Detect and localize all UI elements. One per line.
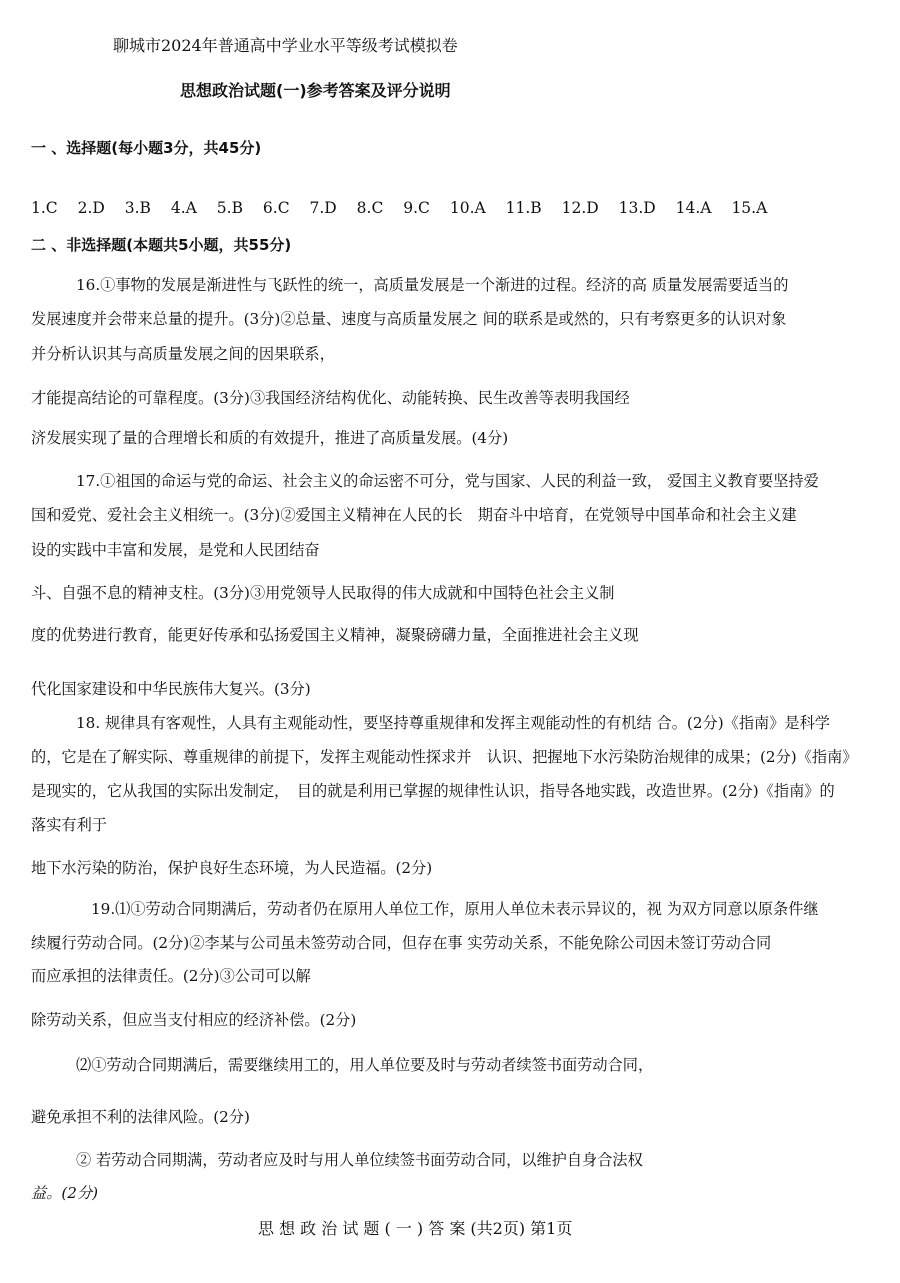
answer-text-line: 19.⑴①劳动合同期满后，劳动者仍在原用人单位工作，原用人单位未表示异议的，视 为双方同意以原条件继 [91, 900, 819, 918]
answer-text-line: 地下水污染的防治，保护良好生态环境，为人民造福。(2分) [31, 859, 433, 877]
answer-item: 13.D [618, 199, 656, 217]
answer-text-line: 度的优势进行教育，能更好传承和弘扬爱国主义精神，凝聚磅礴力量，全面推进社会主义现 [31, 626, 639, 644]
answer-item: 1.C [31, 199, 58, 217]
answer-item: 10.A [449, 199, 486, 217]
answer-item: 11.B [505, 199, 542, 217]
document-subtitle: 思想政治试题(一)参考答案及评分说明 [180, 81, 451, 100]
exam-title: 聊城市2024年普通高中学业水平等级考试模拟卷 [113, 36, 458, 55]
answer-text-line: 斗、自强不息的精神支柱。(3分)③用党领导人民取得的伟大成就和中国特色社会主义制 [31, 584, 615, 602]
answer-text-line: 发展速度并会带来总量的提升。(3分)②总量、速度与高质量发展之 间的联系是或然的，只有考察更多的认识对象 [31, 310, 787, 328]
answer-text-line: 除劳动关系，但应当支付相应的经济补偿。(2分) [31, 1011, 357, 1029]
answer-text-line: 是现实的，它从我国的实际出发制定， 目的就是利用已掌握的规律性认识，指导各地实践，改造世界。(2分)《指南》的 [31, 782, 835, 800]
section1-heading: 一 、选择题(每小题3分，共45分) [31, 139, 262, 157]
answer-text-line: 18. 规律具有客观性，人具有主观能动性，要坚持尊重规律和发挥主观能动性的有机结 合。(2分)《指南》是科学 [76, 714, 830, 732]
answer-text-line: 代化国家建设和中华民族伟大复兴。(3分) [31, 680, 311, 698]
answer-item: 3.B [124, 199, 151, 217]
answer-text-line: ⑵①劳动合同期满后，需要继续用工的，用人单位要及时与劳动者续签书面劳动合同， [76, 1056, 654, 1074]
answer-text-line: 避免承担不利的法律风险。(2分) [31, 1108, 250, 1126]
answer-text-line: 17.①祖国的命运与党的命运、社会主义的命运密不可分，党与国家、人民的利益一致， 爱国主义教育要坚持爱 [76, 472, 819, 490]
page-footer: 思 想 政 治 试 题 ( 一 ) 答 案 (共2页) 第1页 [258, 1219, 573, 1238]
answer-item: 7.D [309, 199, 337, 217]
answer-text-line: 国和爱党、爱社会主义相统一。(3分)②爱国主义精神在人民的长 期奋斗中培育，在党领导中国革命和社会主义建 [31, 506, 797, 524]
answer-item: 5.B [216, 199, 243, 217]
answer-item: 14.A [675, 199, 712, 217]
answer-text-line: 16.①事物的发展是渐进性与飞跃性的统一，高质量发展是一个渐进的过程。经济的高 质量发展需要适当的 [76, 276, 789, 294]
answer-text-line: 才能提高结论的可靠程度。(3分)③我国经济结构优化、动能转换、民生改善等表明我国经 [31, 389, 630, 407]
answer-item: 2.D [77, 199, 105, 217]
answer-text-line: 并分析认识其与高质量发展之间的因果联系， [31, 345, 335, 363]
answer-item: 4.A [170, 199, 197, 217]
answer-text-line: 续履行劳动合同。(2分)②李某与公司虽未签劳动合同，但存在事 实劳动关系，不能免除公司因未签订劳动合同 [31, 934, 772, 952]
answer-text-line: ② 若劳动合同期满，劳动者应及时与用人单位续签书面劳动合同，以维护自身合法权 [76, 1151, 643, 1169]
choice-answers-row [31, 199, 767, 217]
answer-text-line: 的，它是在了解实际、尊重规律的前提下，发挥主观能动性探求并 认识、把握地下水污染防治规律的成果；(2分)《指南》 [31, 748, 858, 766]
answer-text-line: 益。(2分) [31, 1184, 99, 1202]
answer-text-line: 济发展实现了量的合理增长和质的有效提升，推进了高质量发展。(4分) [31, 429, 509, 447]
answer-item: 15.A [731, 199, 768, 217]
answer-item: 12.D [561, 199, 599, 217]
section2-heading: 二 、非选择题(本题共5小题，共55分) [31, 236, 292, 254]
answer-item: 9.C [403, 199, 430, 217]
answer-text-line: 设的实践中丰富和发展，是党和人民团结奋 [31, 541, 320, 559]
answer-item: 8.C [356, 199, 384, 217]
answer-text-line: 落实有利于 [31, 816, 107, 834]
answer-text-line: 而应承担的法律责任。(2分)③公司可以解 [31, 967, 311, 985]
answer-item: 6.C [262, 199, 290, 217]
